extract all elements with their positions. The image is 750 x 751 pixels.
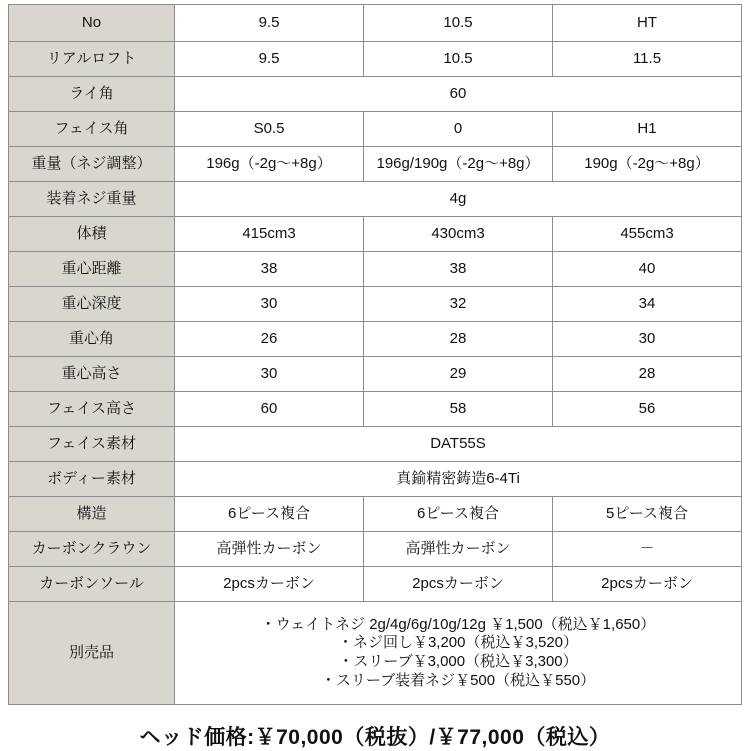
cell-value: 11.5 xyxy=(553,42,742,77)
cell-value: 9.5 xyxy=(175,42,364,77)
row-label: 重心角 xyxy=(9,322,175,357)
row-label: フェイス角 xyxy=(9,112,175,147)
cell-value: 26 xyxy=(175,322,364,357)
cell-value: 5ピース複合 xyxy=(553,497,742,532)
table-row xyxy=(9,42,742,77)
table-row xyxy=(9,532,742,567)
cell-value: 4g xyxy=(175,182,742,217)
accessory-line: ・スリーブ￥3,000（税込￥3,300） xyxy=(338,653,578,670)
cell-value: 190g（-2g〜+8g） xyxy=(553,147,742,182)
accessory-line: ・ネジ回し￥3,200（税込￥3,520） xyxy=(337,634,579,652)
row-label: フェイス高さ xyxy=(9,392,175,427)
cell-value: 30 xyxy=(175,357,364,392)
table-header-row xyxy=(9,5,742,42)
cell-value: 415cm3 xyxy=(175,217,364,252)
cell-value: 30 xyxy=(175,287,364,322)
table-row xyxy=(9,252,742,287)
cell-value: 38 xyxy=(175,252,364,287)
row-label: リアルロフト xyxy=(9,42,175,77)
cell-value: 10.5 xyxy=(364,42,553,77)
table-row xyxy=(9,357,742,392)
cell-value: 196g/190g（-2g〜+8g） xyxy=(364,147,553,182)
cell-value: 高弾性カーボン xyxy=(175,532,364,567)
head-price: ヘッド価格:￥70,000（税抜）/￥77,000（税込） xyxy=(139,726,611,749)
table-row xyxy=(9,77,742,112)
specification-table xyxy=(8,4,742,705)
cell-value: H1 xyxy=(553,112,742,147)
cell-value: 6ピース複合 xyxy=(175,497,364,532)
column-header-105: 10.5 xyxy=(364,5,553,42)
cell-value: 196g（-2g〜+8g） xyxy=(175,147,364,182)
cell-value: 60 xyxy=(175,392,364,427)
accessories-list xyxy=(175,602,742,705)
cell-value: 34 xyxy=(553,287,742,322)
cell-value: 28 xyxy=(553,357,742,392)
cell-value: DAT55S xyxy=(175,427,742,462)
cell-value: － xyxy=(553,532,742,567)
cell-value: 6ピース複合 xyxy=(364,497,553,532)
cell-value: 455cm3 xyxy=(553,217,742,252)
cell-value: 430cm3 xyxy=(364,217,553,252)
table-row xyxy=(9,497,742,532)
row-label: 体積 xyxy=(9,217,175,252)
table-body xyxy=(9,42,742,705)
row-label: 重心高さ xyxy=(9,357,175,392)
row-label: 重心深度 xyxy=(9,287,175,322)
cell-value: S0.5 xyxy=(175,112,364,147)
cell-value: 58 xyxy=(364,392,553,427)
cell-value: 28 xyxy=(364,322,553,357)
cell-value: 60 xyxy=(175,77,742,112)
table-row-accessories xyxy=(9,602,742,705)
table-row xyxy=(9,217,742,252)
row-label: ボディー素材 xyxy=(9,462,175,497)
accessory-line: ・ウェイトネジ 2g/4g/6g/10g/12g ￥1,500（税込￥1,650） xyxy=(260,615,656,633)
table-row xyxy=(9,182,742,217)
column-header-ht: HT xyxy=(553,5,742,42)
table-row xyxy=(9,287,742,322)
cell-value: 2pcsカーボン xyxy=(553,567,742,602)
cell-value: 真鍮精密鋳造6-4Ti xyxy=(175,462,742,497)
accessory-line: ・スリーブ装着ネジ￥500（税込￥550） xyxy=(320,671,596,689)
table-row xyxy=(9,567,742,602)
table-row xyxy=(9,322,742,357)
row-label: 重心距離 xyxy=(9,252,175,287)
table-row xyxy=(9,147,742,182)
cell-value: 56 xyxy=(553,392,742,427)
cell-value: 29 xyxy=(364,357,553,392)
cell-value: 高弾性カーボン xyxy=(364,532,553,567)
row-label: カーボンクラウン xyxy=(9,532,175,567)
row-label: 構造 xyxy=(9,497,175,532)
row-label: フェイス素材 xyxy=(9,427,175,462)
row-label: 別売品 xyxy=(9,602,175,705)
cell-value: 0 xyxy=(364,112,553,147)
column-header-no: No xyxy=(9,5,175,42)
cell-value: 30 xyxy=(553,322,742,357)
table-row xyxy=(9,462,742,497)
cell-value: 2pcsカーボン xyxy=(364,567,553,602)
column-header-95: 9.5 xyxy=(175,5,364,42)
row-label: カーボンソール xyxy=(9,567,175,602)
row-label: ライ角 xyxy=(9,77,175,112)
table-row xyxy=(9,392,742,427)
table-row xyxy=(9,427,742,462)
cell-value: 38 xyxy=(364,252,553,287)
cell-value: 32 xyxy=(364,287,553,322)
row-label: 重量（ネジ調整） xyxy=(9,147,175,182)
row-label: 装着ネジ重量 xyxy=(9,182,175,217)
spec-sheet xyxy=(0,4,750,749)
table-header xyxy=(9,5,742,42)
cell-value: 40 xyxy=(553,252,742,287)
table-row xyxy=(9,112,742,147)
cell-value: 2pcsカーボン xyxy=(175,567,364,602)
